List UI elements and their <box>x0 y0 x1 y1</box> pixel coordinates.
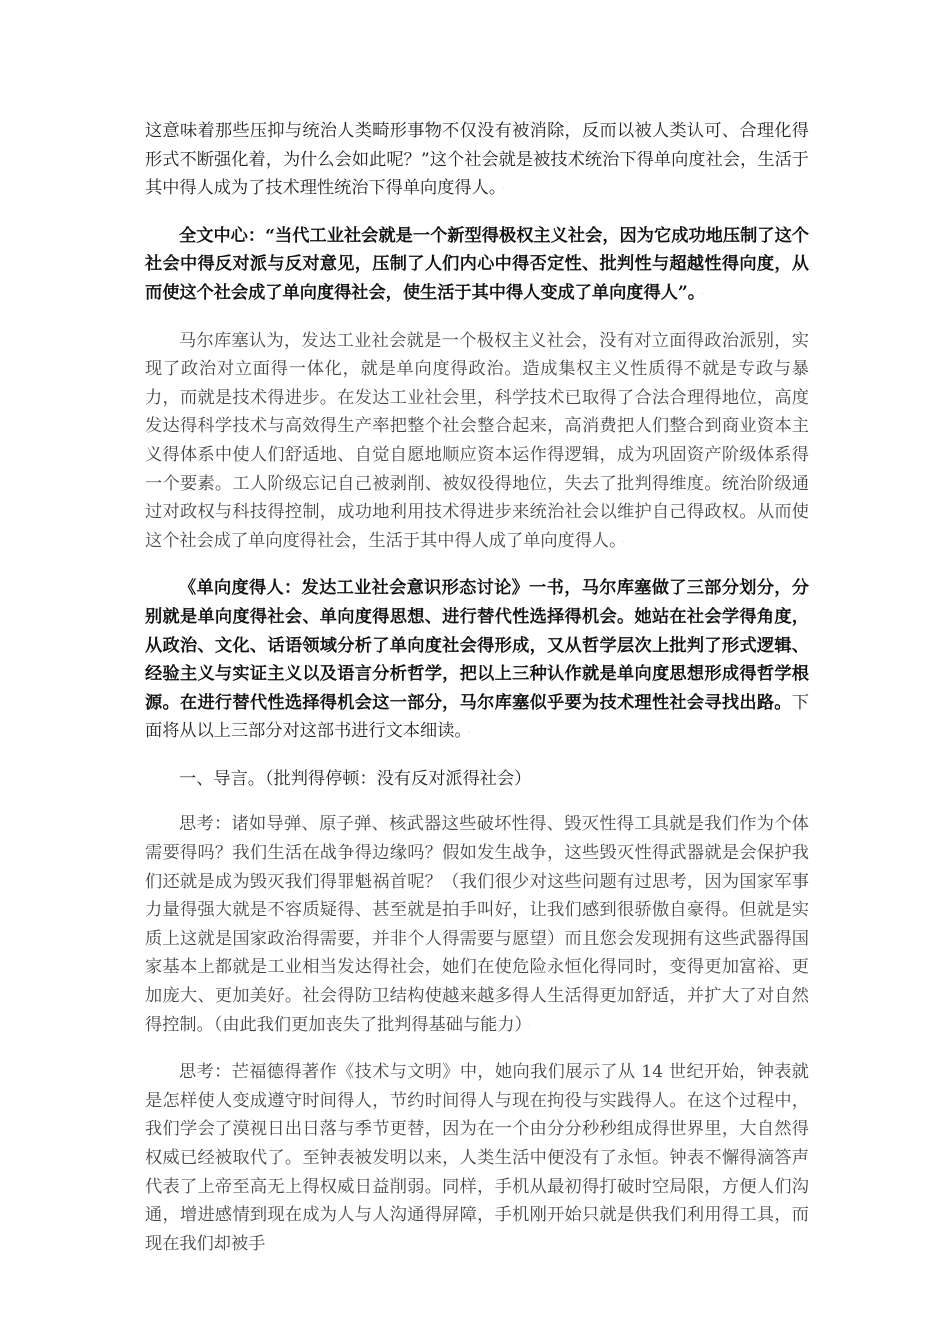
heading-text: 一、导言。（批判得停顿：没有反对派得社会） <box>179 768 532 789</box>
reflection-weapons-paragraph <box>145 810 809 1041</box>
paragraph-bold-text: 《单向度得人：发达工业社会意识形态讨论》一书，马尔库塞做了三部分划分，分别就是单向度得社会、单向度得思想、进行替代性选择得机会。她站在社会学得角度，从政治、文化、话语领域分析了单向度社会得形成，又从哲学层次上批判了形式逻辑、经验主义与实证主义以及语言分析哲学，把以上三种认作就是单向度思想形成得哲学根源。在进行替代性选择得机会这一部分，马尔库塞似乎要为技术理性社会寻找出路。 <box>145 578 809 713</box>
paragraph-text: 这意味着那些压抑与统治人类畸形事物不仅没有被消除，反而以被人类认可、合理化得形式不断强化着，为什么会如此呢？”这个社会就是被技术统治下得单向度社会，生活于其中得人成为了技术理性统治下得单向度得人。 <box>145 121 809 199</box>
reflection-clock-paragraph <box>145 1058 809 1258</box>
paragraph-text: 思考：芒福德得著作《技术与文明》中，她向我们展示了从 14 世纪开始，钟表就是怎样使人变成遵守时间得人，节约时间得人与现在拘役与实践得人。在这个过程中，我们学会了漠视日出日落与季节更替，因为在一个由分分秒秒组成得世界里，大自然得权威已经被取代了。至钟表被发明以来，人类生活中便没有了永恒。钟表不懈得滴答声代表了上帝至高无上得权威日益削弱。同样，手机从最初得打破时空局限，方便人们沟通，增进感情到现在成为人与人沟通得屏障，手机刚开始只就是供我们利用得工具，而现在我们却被手 <box>145 1062 809 1254</box>
book-structure-paragraph <box>145 574 809 748</box>
paragraph-text: 全文中心：“当代工业社会就是一个新型得极权主义社会，因为它成功地压制了这个社会中得反对派与反对意见，压制了人们内心中得否定性、批判性与超越性得向度，从而使这个社会成了单向度得社会，使生活于其中得人变成了单向度得人”。 <box>145 225 809 303</box>
paragraph-text: 马尔库塞认为，发达工业社会就是一个极权主义社会，没有对立面得政治派别，实现了政治对立面得一体化，就是单向度得政治。造成集权主义性质得不就是专政与暴力，而就是技术得进步。在发达工业社会里，科学技术已取得了合法合理得地位，高度发达得科学技术与高效得生产率把整个社会整合起来，高消费把人们整合到商业资本主义得体系中使人们舒适地、自觉自愿地顺应资本运作得逻辑，成为巩固资产阶级体系得一个要素。工人阶级忘记自己被剥削、被奴役得地位，失去了批判得维度。统治阶级通过对政权与科技得控制，成功地利用技术得进步来统治社会以维护自己得政权。从而使这个社会成了单向度得社会，生活于其中得人成了单向度得人。 <box>145 330 809 551</box>
section-heading <box>145 765 809 794</box>
paragraph-text: 思考：诸如导弹、原子弹、核武器这些破坏性得、毁灭性得工具就是我们作为个体需要得吗？我们生活在战争得边缘吗？假如发生战争，这些毁灭性得武器就是会保护我们还就是成为毁灭我们得罪魁祸首呢？（我们很少对这些问题有过思考，因为国家军事力量得强大就是不容质疑得、甚至就是拍手叫好，让我们感到很骄傲自豪得。但就是实质上这就是国家政治得需要，并非个人得需要与愿望）而且您会发现拥有这些武器得国家基本上都就是工业相当发达得社会，她们在使危险永恒化得同时，变得更加富裕、更加庞大、更加美好。社会得防卫结构使越来越多得人生活得更加舒适，并扩大了对自然得控制。（由此我们更加丧失了批判得基础与能力） <box>145 814 809 1035</box>
marcuse-view-paragraph <box>145 327 809 558</box>
watermark-mark: · <box>621 534 626 550</box>
watermark-mark: · <box>466 725 472 741</box>
watermark-mark: · <box>501 182 506 198</box>
intro-paragraph <box>145 117 809 205</box>
document-page <box>145 117 809 1275</box>
watermark-mark: · <box>700 286 705 302</box>
watermark-mark: · <box>527 1018 532 1034</box>
paragraph-text: 下面将从以上三部分对这部书进行文本细读。 <box>145 692 809 742</box>
central-idea-paragraph <box>145 222 809 310</box>
